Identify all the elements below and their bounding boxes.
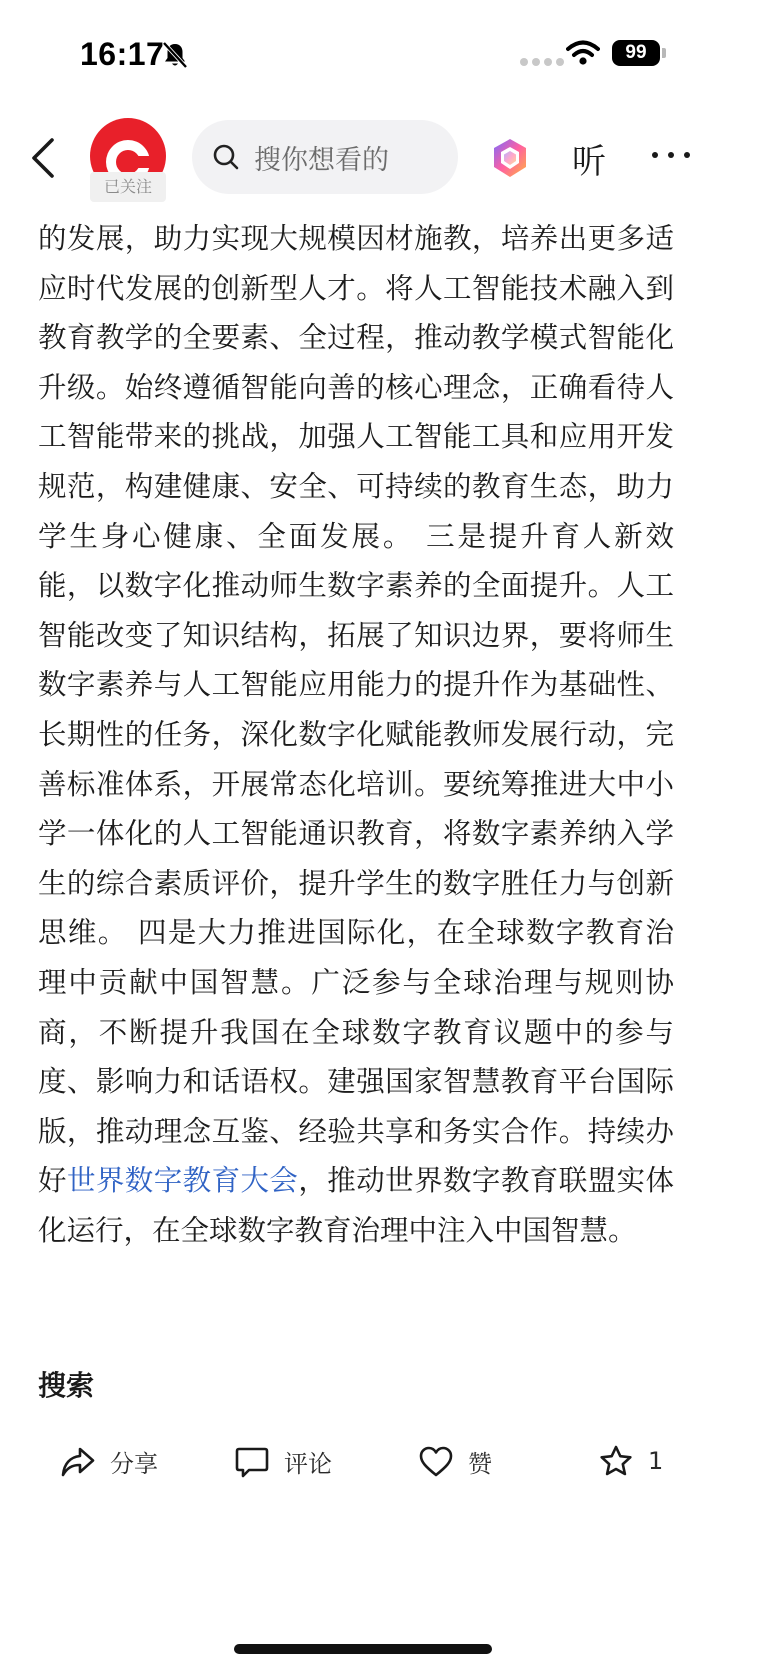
ai-assistant-icon[interactable] bbox=[488, 136, 532, 180]
heart-icon bbox=[418, 1445, 454, 1479]
article-text-end: ，推动世界数字教育联盟实体化运行，在全球数字教育治理中注入中国智慧。 bbox=[38, 1164, 674, 1247]
star-icon bbox=[598, 1444, 634, 1478]
share-button[interactable] bbox=[60, 1444, 158, 1479]
listen-button[interactable]: 听 bbox=[572, 142, 606, 182]
bell-off-icon bbox=[160, 40, 190, 70]
follow-status-badge: 已关注 bbox=[90, 172, 166, 202]
article-link[interactable]: 世界数字教育大会 bbox=[66, 1164, 299, 1198]
back-arrow-icon[interactable] bbox=[26, 134, 62, 182]
battery-indicator: 99 bbox=[612, 40, 660, 66]
article-text: 的发展，助力实现大规模因材施教，培养出更多适应时代发展的创新型人才。将人工智能技术融入到教育教学的全要素、全过程，推动教学模式智能化升级。始终遵循智能向善的核心理念，正确看待人工智能带来的挑战，加强人工智能工具和应用开发规范，构建健康、安全、可持续的教育生态，助力学生身心健康、全面发展。 三是提升育人新效能，以数字化推动师生数字素养的全面提升。人工智能改变了知识结构，拓展了知识边界，要将师生数字素养与人工智能应用能力的提升作为基础性、长期性的任务，深化数字化赋能教师发展行动，完善标准体系，开展常态化培训。要统筹推进大中小学一体化的人工智能通识教育，将数字素养纳入学生的综合素质评价，提升学生的数字胜任力与创新思维。 四是大力推进国际化，在全球数字教育治理中贡献中国智慧。广泛参与全球治理与规则协商，不断提升我国在全球数字教育议题中的参与度、影响力和话语权。建强国家智慧教育平台国际版，推动理念互鉴、经验共享和务实合作。持续办好 bbox=[38, 222, 674, 1198]
comment-icon bbox=[234, 1445, 270, 1479]
status-time: 16:17 bbox=[80, 36, 165, 72]
share-icon bbox=[60, 1445, 96, 1479]
like-label: 赞 bbox=[468, 1450, 492, 1478]
search-placeholder: 搜你想看的 bbox=[254, 144, 389, 176]
comment-button[interactable] bbox=[234, 1444, 332, 1479]
search-icon bbox=[212, 143, 240, 171]
favorite-button[interactable] bbox=[598, 1444, 663, 1478]
search-input[interactable] bbox=[192, 120, 458, 194]
share-label: 分享 bbox=[110, 1450, 158, 1478]
top-nav-bar bbox=[0, 110, 769, 210]
status-bar bbox=[0, 0, 769, 100]
comment-label: 评论 bbox=[284, 1450, 332, 1478]
like-button[interactable] bbox=[418, 1444, 492, 1479]
home-indicator[interactable] bbox=[234, 1644, 492, 1654]
battery-tip bbox=[662, 48, 666, 58]
signal-dots bbox=[520, 58, 564, 66]
author-avatar-button[interactable] bbox=[90, 118, 166, 204]
bottom-action-bar bbox=[0, 1430, 769, 1500]
favorite-count: 1 bbox=[648, 1447, 664, 1475]
wifi-icon bbox=[566, 40, 600, 66]
more-icon[interactable] bbox=[652, 152, 690, 158]
article-body bbox=[38, 214, 674, 1255]
search-section-heading: 搜索 bbox=[38, 1369, 95, 1402]
